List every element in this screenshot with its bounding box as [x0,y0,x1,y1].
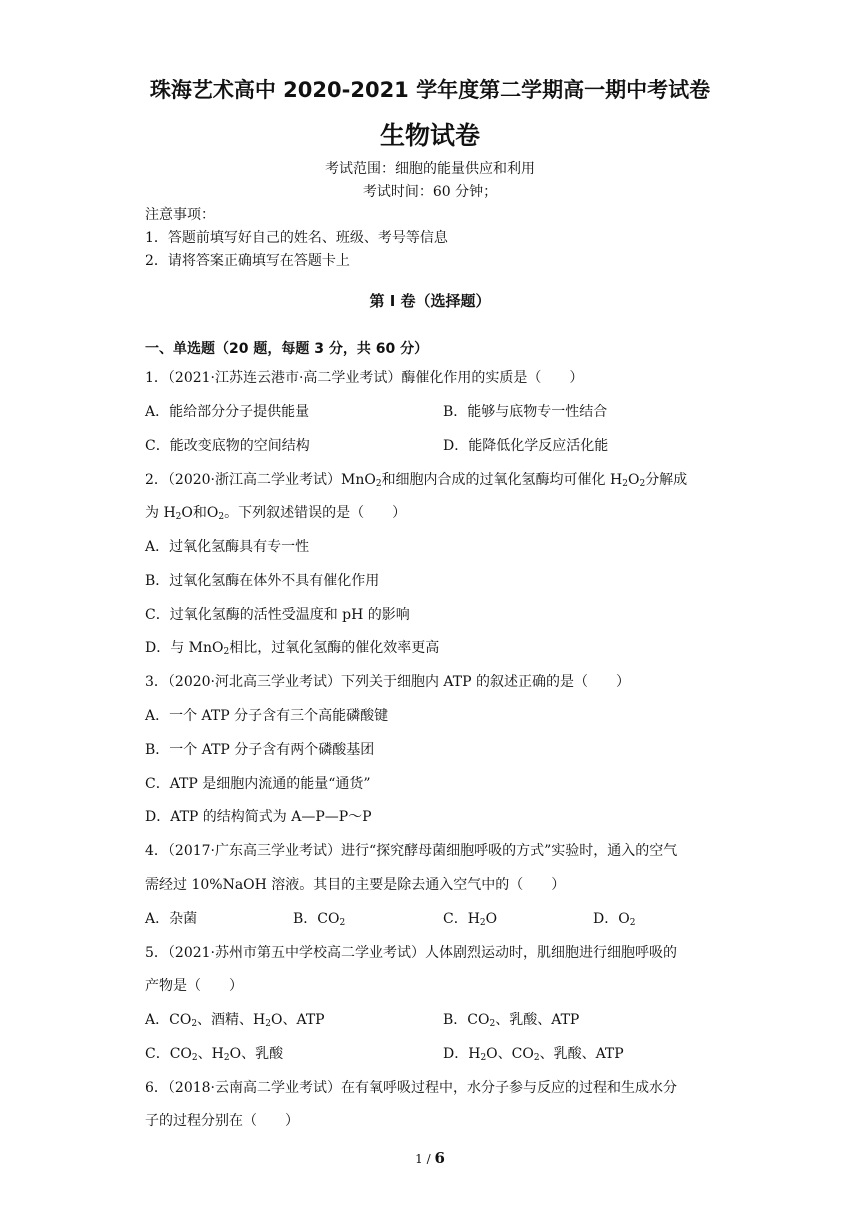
question-2-stem-line1: 2．（2020·浙江高二学业考试）MnO$_2$和细胞内合成的过氧化氢酶均可催化 $H_2O_2$分解成 [145,472,688,489]
notes-heading: 注意事项： [145,207,215,223]
question-2-stem-line2: 为 $H_2O$和$O_2$。下列叙述错误的是（ ） [145,505,407,522]
question-4-option-c: C．$H_2O$ [443,911,498,928]
question-5-option-b: B．$CO_2$、乳酸、ATP [443,1012,580,1029]
question-4-option-a: A．杂菌 [145,911,198,927]
question-6-stem-line2: 子的过程分别在（ ） [145,1113,299,1129]
current-page: 1 [415,1152,423,1166]
question-4-stem-line1: 4．（2017·广东高三学业考试）进行“探究酵母菌细胞呼吸的方式”实验时，通入的空气 [145,843,678,859]
total-pages: 6 [434,1149,445,1167]
part-heading: 一、单选题（20 题，每题 3 分，共 60 分） [145,341,429,357]
exam-time: 考试时间：60 分钟； [362,184,498,200]
question-2-option-b: B．过氧化氢酶在体外不具有催化作用 [145,573,380,589]
question-3-option-a: A．一个 ATP 分子含有三个高能磷酸键 [145,708,389,724]
question-1-option-c: C．能改变底物的空间结构 [145,438,310,454]
question-2-option-a: A．过氧化氢酶具有专一性 [145,539,310,555]
exam-subtitle: 生物试卷 [379,121,480,150]
question-5-option-d: D．$H_2O$、$CO_2$、乳酸、ATP [443,1046,624,1063]
note-item: 2．请将答案正确填写在答题卡上 [145,253,350,269]
question-3-stem: 3．（2020·河北高三学业考试）下列关于细胞内 ATP 的叙述正确的是（ ） [145,674,630,690]
question-1-option-d: D．能降低化学反应活化能 [443,438,609,454]
question-3-option-c: C．ATP 是细胞内流通的能量“通货” [145,776,371,792]
question-5-option-a: A．$CO_2$、酒精、$H_2O$、ATP [145,1012,325,1029]
question-1-stem: 1．（2021·江苏连云港市·高二学业考试）酶催化作用的实质是（ ） [145,370,584,386]
question-1-option-a: A．能给部分分子提供能量 [145,404,310,420]
question-4-stem-line2: 需经过 10%NaOH 溶液。其目的主要是除去通入空气中的（ ） [145,877,566,893]
question-5-option-c: C．$CO_2$、$H_2O$、乳酸 [145,1046,284,1063]
question-3-option-b: B．一个 ATP 分子含有两个磷酸基团 [145,742,375,758]
question-1-option-b: B．能够与底物专一性结合 [443,404,608,420]
question-6-stem-line1: 6．（2018·云南高二学业考试）在有氧呼吸过程中，水分子参与反应的过程和生成水分 [145,1080,677,1096]
question-2-option-c: C．过氧化氢酶的活性受温度和 pH 的影响 [145,607,410,623]
section-title: 第 I 卷（选择题） [369,292,491,310]
note-item: 1．答题前填写好自己的姓名、班级、考号等信息 [145,230,448,246]
exam-title: 珠海艺术高中 2020-2021 学年度第二学期高一期中考试卷 [149,78,711,102]
question-4-option-d: D．$O_2$ [593,911,636,928]
question-3-option-d: D．ATP 的结构简式为 A—P—P～P [145,809,372,825]
question-5-stem-line2: 产物是（ ） [145,978,243,994]
question-2-option-d: D．与 MnO$_2$相比，过氧化氢酶的催化效率更高 [145,640,440,657]
exam-scope: 考试范围：细胞的能量供应和利用 [325,161,535,177]
question-4-option-b: B．$CO_2$ [293,911,346,928]
page-number: 1 / 6 [415,1149,445,1167]
question-5-stem-line1: 5．（2021·苏州市第五中学校高二学业考试）人体剧烈运动时，肌细胞进行细胞呼吸的 [145,945,677,961]
